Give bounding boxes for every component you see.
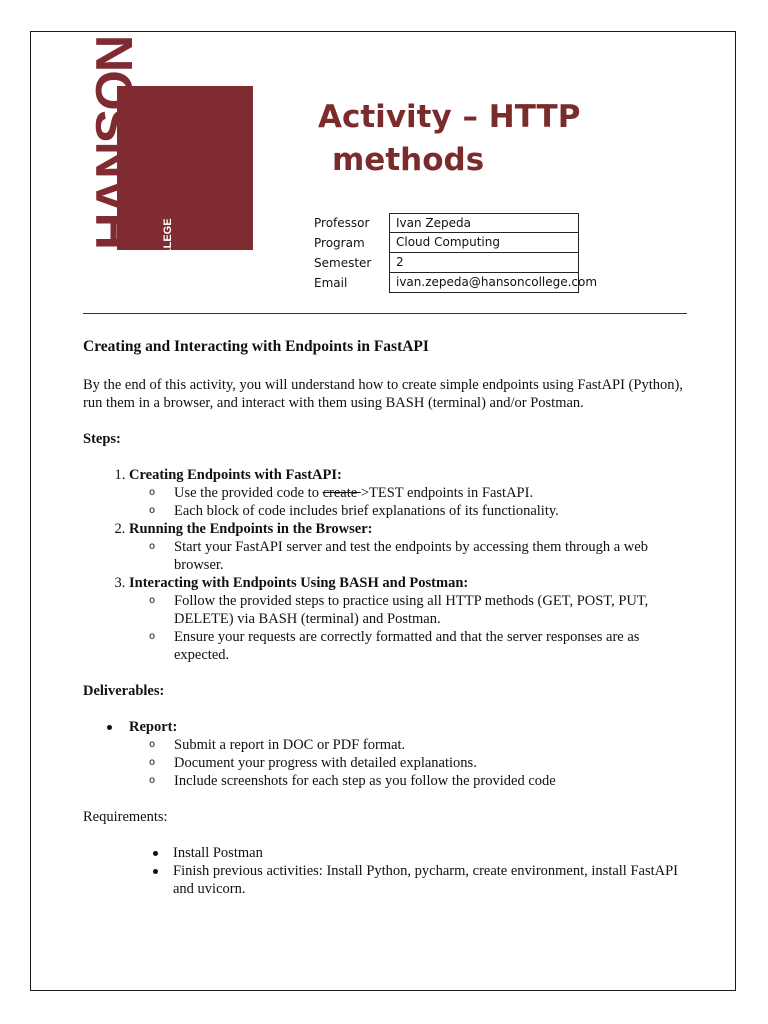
deliverable-subitem: o Include screenshots for each step as you follow the provided code xyxy=(149,772,693,790)
requirement-text: Install Postman xyxy=(173,845,263,861)
deliverables-label: Deliverables: xyxy=(83,683,165,699)
info-row-professor xyxy=(314,213,579,233)
step-subitem: o Follow the provided steps to practice using all HTTP methods (GET, POST, PUT, DELETE) via BASH (terminal) and Postman. xyxy=(149,592,693,628)
step-item xyxy=(129,520,693,574)
intro-paragraph: By the end of this activity, you will understand how to create simple endpoints using FastAPI (Python), run them in a browser, and interact with them using BASH (terminal) and/or Postman. xyxy=(83,377,683,411)
step-title: Running the Endpoints in the Browser: xyxy=(129,521,373,537)
deliverables-list xyxy=(83,718,693,790)
bullet-icon xyxy=(107,725,112,730)
section-heading: Creating and Interacting with Endpoints in FastAPI xyxy=(83,338,429,355)
deliverable-sublist xyxy=(129,736,693,790)
logo-name: HANSON xyxy=(86,36,144,250)
requirement-text: Finish previous activities: Install Python, pycharm, create environment, install FastAPI and uvicorn. xyxy=(173,863,679,897)
bullet-icon xyxy=(153,869,158,874)
info-row-email xyxy=(314,273,598,293)
info-value: 2 xyxy=(389,253,579,273)
requirement-item xyxy=(151,844,693,862)
info-table xyxy=(314,213,598,293)
step-subitem: o Start your FastAPI server and test the endpoints by accessing them through a web browser. xyxy=(149,538,693,574)
bullet-icon xyxy=(153,851,158,856)
step-sublist xyxy=(129,538,693,574)
info-label: Email xyxy=(314,276,348,290)
deliverable-title: Report: xyxy=(129,719,178,735)
info-value: ivan.zepeda@hansoncollege.com xyxy=(389,273,579,293)
steps-label: Steps: xyxy=(83,431,121,447)
step-sublist xyxy=(129,592,693,664)
deliverable-subitem: o Submit a report in DOC or PDF format. xyxy=(149,736,693,754)
requirements-label: Requirements: xyxy=(83,809,168,825)
deliverable-item xyxy=(105,718,693,790)
step-sublist xyxy=(129,484,693,520)
college-logo xyxy=(86,36,253,272)
step-item xyxy=(129,574,693,664)
title-line-1: Activity – HTTP xyxy=(318,99,581,135)
steps-list xyxy=(83,466,693,664)
step-item xyxy=(129,466,693,520)
document-body xyxy=(83,336,693,898)
step-title: Creating Endpoints with FastAPI: xyxy=(129,467,342,483)
info-value: Cloud Computing xyxy=(389,233,579,253)
subitem-text: >TEST endpoints in FastAPI. xyxy=(360,485,534,501)
info-row-semester xyxy=(314,253,579,273)
info-label: Professor xyxy=(314,216,370,230)
step-subitem: o Ensure your requests are correctly formatted and that the server responses are as expected. xyxy=(149,628,693,664)
info-label: Program xyxy=(314,236,365,250)
info-label: Semester xyxy=(314,256,372,270)
info-row-program xyxy=(314,233,579,253)
step-subitem: o Each block of code includes brief explanations of its functionality. xyxy=(149,502,693,520)
step-subitem xyxy=(149,484,693,502)
logo-sub: COLLEGE xyxy=(162,218,174,272)
requirement-item xyxy=(151,862,693,898)
deliverable-subitem: o Document your progress with detailed explanations. xyxy=(149,754,693,772)
info-value: Ivan Zepeda xyxy=(389,213,579,233)
title-line-2: methods xyxy=(332,142,485,178)
step-title: Interacting with Endpoints Using BASH and Postman: xyxy=(129,575,469,591)
struck-text: create xyxy=(322,485,361,501)
divider xyxy=(83,313,687,314)
requirements-list xyxy=(83,844,693,898)
page-title xyxy=(318,96,648,182)
subitem-text: Use the provided code to xyxy=(174,485,323,501)
